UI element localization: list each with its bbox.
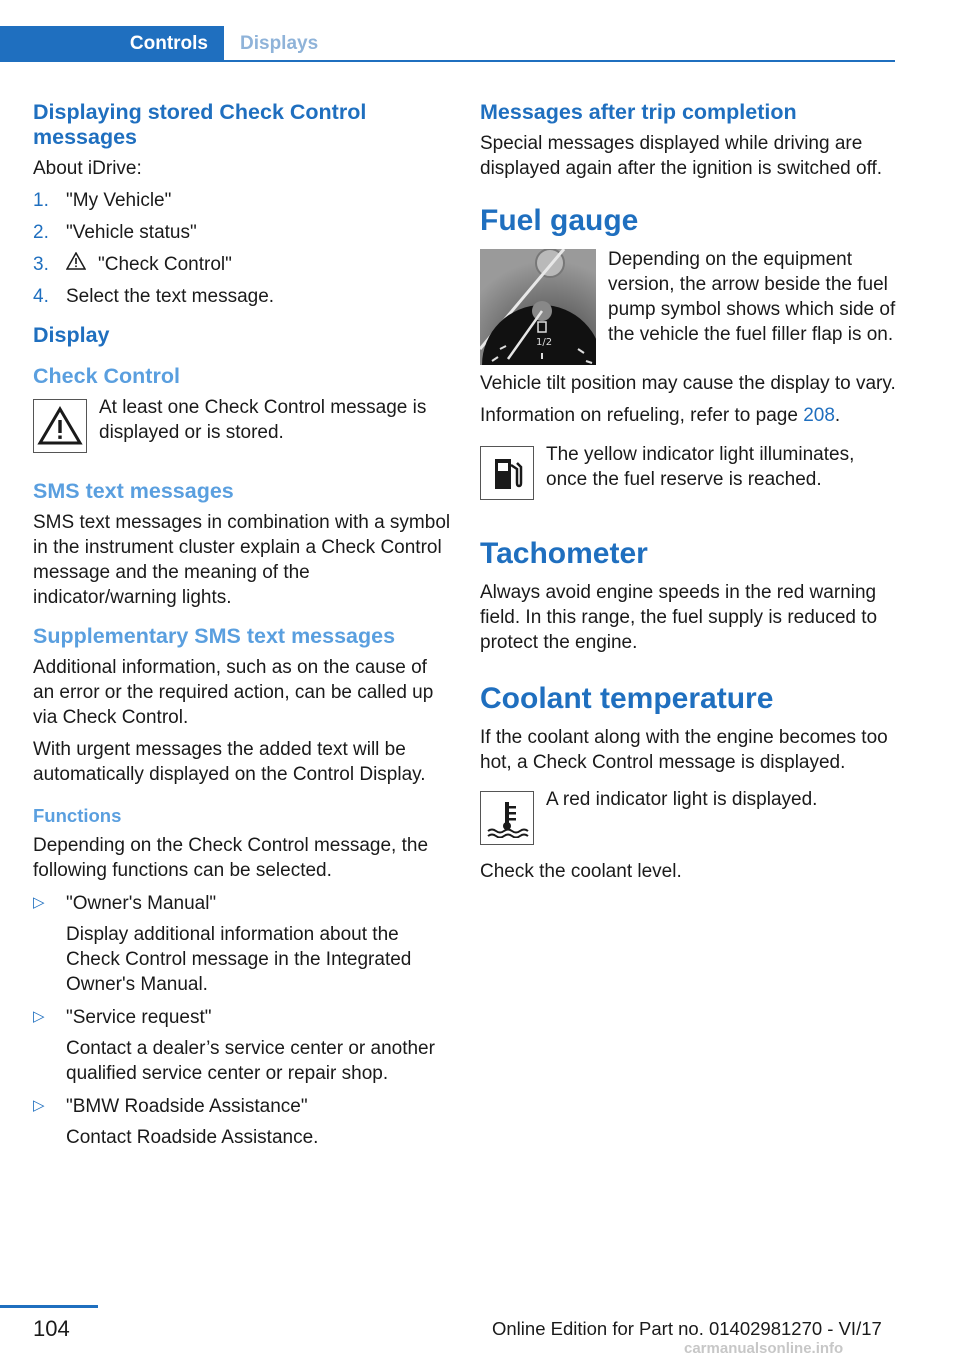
refuel-suffix: . bbox=[834, 405, 841, 426]
heading-supplementary: Supplementary SMS text messages bbox=[33, 624, 396, 648]
list-item bbox=[33, 284, 451, 309]
function-desc: Display additional information about the Check Control message in the Integrated Owner's Manual. bbox=[66, 924, 412, 995]
supp-text-2: With urgent messages the added text will be automatically displayed on the Control Display. bbox=[33, 739, 426, 785]
triangle-bullet-icon: ▷ bbox=[33, 894, 45, 911]
watermark: carmanualsonline.info bbox=[684, 1340, 844, 1357]
list-item bbox=[33, 1094, 451, 1150]
list-item bbox=[33, 1005, 451, 1086]
tab-controls[interactable] bbox=[0, 26, 224, 62]
step-text: "Check Control" bbox=[98, 254, 232, 275]
functions-text: Depending on the Check Control message, the following functions can be selected. bbox=[33, 835, 429, 881]
edition-text: Online Edition for Part no. 01402981270 - VI/17 bbox=[492, 1318, 882, 1339]
heading-functions: Functions bbox=[33, 805, 122, 826]
refuel-text bbox=[480, 403, 898, 428]
step-number: 4. bbox=[33, 286, 49, 307]
step-text: Select the text message. bbox=[66, 286, 275, 307]
fuel-pump-icon bbox=[480, 446, 534, 500]
right-column bbox=[480, 100, 898, 891]
about-idrive: About iDrive: bbox=[33, 158, 142, 179]
tacho-text: Always avoid engine speeds in the red warning field. In this range, the fuel supply is reduced to protect the engine. bbox=[480, 582, 878, 653]
function-title: "Owner's Manual" bbox=[66, 893, 217, 914]
heading-sms: SMS text messages bbox=[33, 479, 234, 503]
refuel-prefix: Information on refueling, refer to page bbox=[480, 405, 804, 426]
steps-list bbox=[33, 188, 451, 309]
triangle-bullet-icon: ▷ bbox=[33, 1097, 45, 1114]
triangle-bullet-icon: ▷ bbox=[33, 1008, 45, 1025]
coolant-temperature-icon bbox=[480, 791, 534, 845]
page-link[interactable]: 208 bbox=[803, 405, 835, 426]
left-column bbox=[33, 100, 451, 1158]
page-number: 104 bbox=[33, 1316, 70, 1341]
coolant-light-block bbox=[480, 787, 898, 851]
list-item bbox=[33, 252, 451, 277]
step-text: "Vehicle status" bbox=[66, 222, 197, 243]
step-number: 1. bbox=[33, 190, 49, 211]
function-desc: Contact Roadside Assistance. bbox=[66, 1127, 319, 1148]
gauge-label: 1/2 bbox=[536, 337, 553, 348]
check-control-text: At least one Check Control message is displayed or is stored. bbox=[99, 397, 427, 443]
sms-text: SMS text messages in combination with a symbol in the instrument cluster explain a Check Control message and the meaning of the indicator/warning lights. bbox=[33, 512, 451, 608]
tab-displays-label: Displays bbox=[240, 33, 319, 54]
heading-coolant: Coolant temperature bbox=[480, 682, 774, 715]
red-light-text: A red indicator light is displayed. bbox=[546, 789, 818, 810]
check-level-text: Check the coolant level. bbox=[480, 861, 682, 882]
heading-stored-messages: Displaying stored Check Control messages bbox=[33, 100, 367, 149]
heading-tachometer: Tachometer bbox=[480, 537, 648, 570]
warning-triangle-icon bbox=[33, 399, 87, 453]
list-item bbox=[33, 220, 451, 245]
fuel-gauge-block bbox=[480, 247, 898, 371]
coolant-text: If the coolant along with the engine becomes too hot, a Check Control message is displayed. bbox=[480, 727, 888, 773]
yellow-light-text: The yellow indicator light illuminates, once the fuel reserve is reached. bbox=[546, 444, 855, 490]
warning-triangle-icon bbox=[66, 252, 86, 277]
footer-rule bbox=[0, 1305, 98, 1308]
step-number: 3. bbox=[33, 254, 49, 275]
heading-trip-completion: Messages after trip completion bbox=[480, 100, 797, 124]
supp-text-1: Additional information, such as on the cause of an error or the required action, can be called up via Check Control. bbox=[33, 657, 434, 728]
fuel-gauge-image bbox=[480, 249, 596, 365]
fuel-text: Depending on the equipment version, the arrow beside the fuel pump symbol shows which side of the vehicle the fuel filler flap is on. bbox=[608, 249, 896, 345]
function-title: "BMW Roadside Assistance" bbox=[66, 1096, 308, 1117]
tilt-text: Vehicle tilt position may cause the display to vary. bbox=[480, 373, 896, 394]
heading-display: Display bbox=[33, 323, 110, 347]
fuel-reserve-block bbox=[480, 442, 898, 506]
function-title: "Service request" bbox=[66, 1007, 212, 1028]
function-desc: Contact a dealer’s service center or another qualified service center or repair shop. bbox=[66, 1038, 435, 1084]
check-control-block bbox=[33, 395, 451, 459]
list-item bbox=[33, 188, 451, 213]
heading-fuel-gauge: Fuel gauge bbox=[480, 204, 639, 237]
heading-check-control: Check Control bbox=[33, 364, 180, 388]
functions-list bbox=[33, 891, 451, 1150]
step-number: 2. bbox=[33, 222, 49, 243]
list-item bbox=[33, 891, 451, 997]
trip-text: Special messages displayed while driving are displayed again after the ignition is switched off. bbox=[480, 133, 883, 179]
tab-controls-label: Controls bbox=[129, 33, 208, 54]
step-text: "My Vehicle" bbox=[66, 190, 172, 211]
tab-displays[interactable] bbox=[224, 26, 318, 62]
